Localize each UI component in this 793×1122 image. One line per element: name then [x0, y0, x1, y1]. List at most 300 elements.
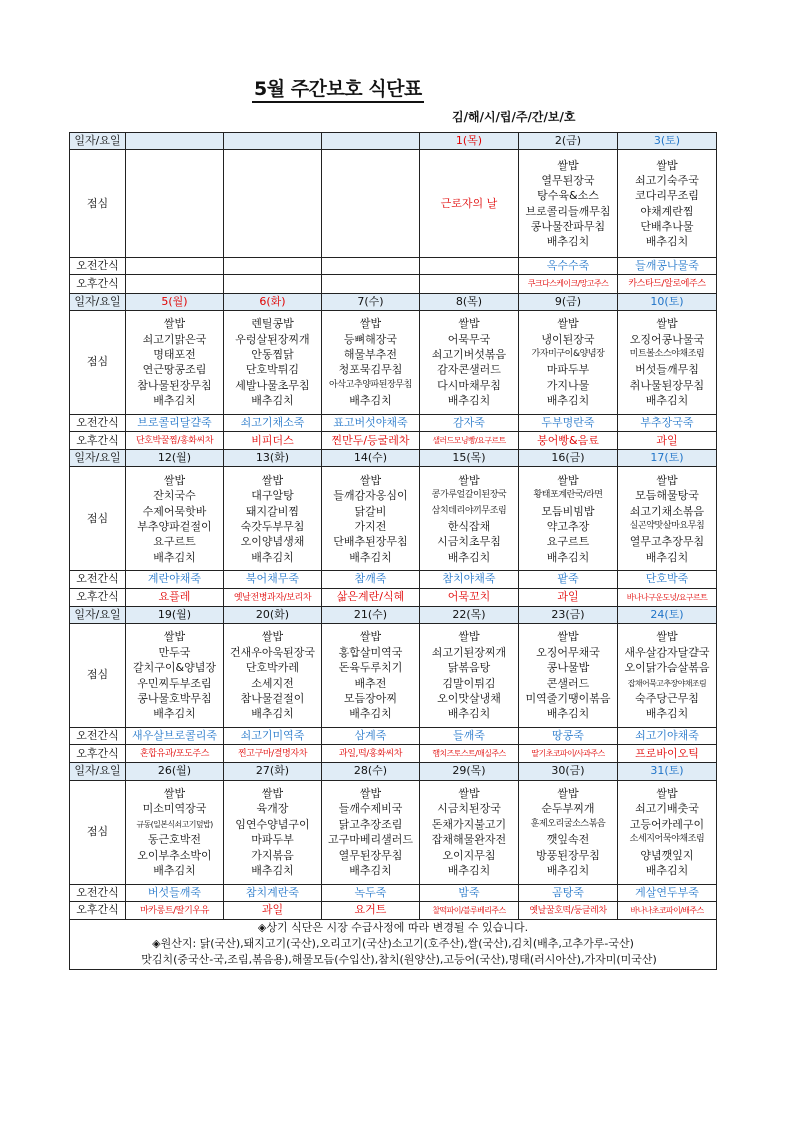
lunch-label: 점심: [86, 825, 109, 839]
menu-item: 세발나물초무침: [235, 378, 310, 392]
lunch-cell: [322, 150, 420, 258]
menu-item: 배추김치: [546, 235, 590, 249]
menu-item: 쇠고기채소볶음: [629, 504, 705, 518]
menu-item: 냉이된장국: [541, 332, 595, 346]
am-snack: 참깨죽: [354, 572, 387, 586]
menu-item: 쌀밥: [458, 317, 480, 331]
menu-item: 요구르트: [153, 535, 196, 549]
lunch-cell: [420, 467, 519, 571]
pm-snack-cell: [322, 432, 420, 450]
pm-snack-cell: [322, 901, 420, 919]
am-snack-cell: [519, 414, 618, 431]
menu-item: 배추김치: [349, 863, 392, 877]
day-cell: [618, 763, 717, 780]
day-label-cell: [70, 133, 126, 150]
menu-item: 배추김치: [645, 707, 689, 721]
menu-item: 오징어무채국: [536, 645, 600, 659]
pm-snack-label: 오후간식: [76, 590, 119, 604]
lunch-label-cell: [70, 467, 126, 571]
pm-snack-row: [70, 588, 717, 606]
pm-snack-cell: [519, 588, 618, 606]
lunch-cell: [420, 310, 519, 414]
menu-item: 모듬비빔밥: [541, 504, 595, 518]
day-header-row: [70, 763, 717, 780]
lunch-cell: [322, 624, 420, 728]
menu-item: 돈채가지불고기: [431, 817, 507, 831]
lunch-cell: [322, 310, 420, 414]
menu-item: 쌀밥: [359, 786, 382, 800]
day-date: 2(금): [554, 134, 582, 147]
menu-item: 렌틸콩밥: [251, 317, 294, 331]
pm-snack: 옛날전병과자/보리차: [233, 592, 312, 603]
day-cell: [519, 606, 618, 623]
pm-snack-cell: [420, 588, 519, 606]
menu-item: 홍합살미역국: [338, 645, 403, 659]
am-snack: 감자죽: [453, 415, 485, 429]
day-date: 23(금): [551, 607, 585, 621]
day-cell: [420, 763, 519, 780]
lunch-cell: [224, 780, 322, 884]
menu-item: 아삭고추양파된장무침: [329, 379, 412, 390]
lunch-label: 점심: [86, 668, 109, 682]
lunch-cell: [618, 310, 717, 414]
lunch-row: [70, 624, 717, 728]
pm-snack-cell: [224, 901, 322, 919]
pm-snack: 과일: [557, 590, 579, 604]
menu-item: 잡채해물완자전: [431, 833, 507, 847]
menu-item: 임연수양념구이: [235, 817, 310, 831]
menu-item: 쌀밥: [458, 786, 480, 800]
am-snack-cell: [322, 728, 420, 745]
day-date: 26(월): [157, 764, 192, 778]
menu-item: 훈제오리굴소스볶음: [530, 818, 606, 829]
am-snack: 들깨콩나물죽: [635, 259, 699, 273]
menu-item: 오이지무침: [442, 848, 496, 862]
pm-snack-label-cell: [70, 901, 126, 919]
menu-item: 가자미구이&양념장: [531, 348, 605, 359]
am-snack-cell: [618, 258, 717, 275]
menu-item: 배추김치: [645, 394, 689, 408]
menu-item: 쇠고기버섯볶음: [431, 347, 507, 361]
am-snack-cell: [224, 414, 322, 431]
menu-item: 쌀밥: [557, 473, 579, 487]
menu-item: 오징어콩나물국: [629, 332, 705, 346]
menu-item: 배추김치: [546, 394, 590, 408]
menu-item: 쌀밥: [458, 473, 480, 487]
day-date: 12(월): [157, 451, 192, 465]
lunch-cell: [126, 310, 224, 414]
day-date: 30(금): [551, 764, 585, 778]
day-cell: [322, 606, 420, 623]
day-date: 29(목): [452, 764, 486, 778]
pm-snack-cell: [618, 432, 717, 450]
menu-item: 새우살감자달걀국: [624, 645, 710, 659]
pm-snack-cell: [618, 588, 717, 606]
lunch-cell: [519, 624, 618, 728]
menu-item: 근로자의 날: [440, 197, 498, 210]
am-snack-cell: [519, 884, 618, 901]
menu-item: 배추김치: [251, 863, 294, 877]
am-snack-row: [70, 884, 717, 901]
menu-item: 쌀밥: [359, 317, 382, 331]
am-snack-cell: [519, 258, 618, 275]
am-snack-cell: [618, 884, 717, 901]
menu-item: 고구마베리샐러드: [327, 833, 413, 847]
menu-item: 배추김치: [546, 863, 590, 877]
menu-item: 부추양파겉절이: [137, 519, 212, 533]
menu-table: [69, 132, 717, 970]
menu-item: 단배추나물: [640, 220, 694, 234]
menu-item: 열무된장국: [541, 173, 595, 187]
menu-item: 미역줄기땡이볶음: [525, 691, 611, 705]
menu-item: 콘샐러드: [546, 676, 590, 690]
lunch-cell: [126, 624, 224, 728]
pm-snack: 비피더스: [251, 433, 294, 447]
am-snack-cell: [618, 728, 717, 745]
menu-item: 단호박카레: [245, 661, 300, 675]
day-cell: [420, 606, 519, 623]
lunch-row: [70, 780, 717, 884]
menu-item: 배추김치: [251, 707, 294, 721]
menu-item: 쌀밥: [557, 630, 579, 644]
day-date: 16(금): [551, 451, 585, 465]
pm-snack-cell: [224, 745, 322, 763]
pm-snack: 바나나초코파이/배주스: [630, 905, 704, 915]
note-line: ◈상기 식단은 시장 수급사정에 따라 변경될 수 있습니다.: [257, 921, 529, 935]
menu-item: 소세지어묵야채조림: [629, 834, 705, 845]
am-snack-cell: [224, 728, 322, 745]
pm-snack: 찐고구마/결명자차: [238, 749, 307, 760]
am-snack-cell: [420, 571, 519, 588]
am-snack: 참치야채죽: [442, 572, 496, 586]
day-label: 일자/요일: [74, 451, 121, 465]
pm-snack: 찰떡파이/블루베리주스: [432, 905, 506, 915]
pm-snack: 과일,떡/홍화씨차: [338, 749, 403, 760]
menu-item: 쇠고기숙주국: [635, 173, 699, 187]
am-snack-cell: [618, 571, 717, 588]
pm-snack: 삶은계란/식혜: [336, 590, 405, 604]
am-snack-cell: [126, 728, 224, 745]
pm-snack: 딸기초코파이/사과주스: [531, 749, 605, 759]
am-snack-cell: [126, 414, 224, 431]
am-snack-label-cell: [70, 571, 126, 588]
am-snack: 녹두죽: [354, 885, 387, 899]
am-snack-cell: [224, 884, 322, 901]
organization-name: 김/해/시/립/주/간/보/호: [452, 110, 576, 124]
menu-item: 어묵무국: [447, 332, 491, 346]
lunch-cell: [618, 150, 717, 258]
menu-item: 잡채어묵고추장야채조림: [627, 678, 707, 688]
pm-snack: 찐만두/등굴레차: [331, 433, 410, 447]
menu-item: 코다리무조림: [635, 189, 699, 203]
pm-snack-cell: [420, 275, 519, 293]
am-snack-label-cell: [70, 414, 126, 431]
menu-item: 안동찜닭: [251, 347, 294, 361]
menu-item: 취나물된장무침: [629, 378, 705, 392]
menu-item: 고등어카레구이: [629, 817, 705, 831]
day-date: 15(목): [452, 451, 486, 465]
lunch-cell: [618, 467, 717, 571]
menu-item: 콩나물잔파무침: [530, 220, 606, 234]
am-snack: 북어채무죽: [245, 572, 300, 586]
am-snack: 참치계란죽: [245, 885, 300, 899]
day-date: 20(화): [255, 607, 290, 621]
menu-item: 야채계란찜: [640, 204, 694, 218]
menu-item: 모듬장아찌: [343, 691, 398, 705]
pm-snack-cell: [126, 901, 224, 919]
day-cell: [322, 133, 420, 150]
menu-item: 쌀밥: [359, 630, 382, 644]
menu-item: 우렁살된장찌개: [235, 332, 310, 346]
menu-item: 배추김치: [447, 863, 491, 877]
lunch-cell: [224, 467, 322, 571]
day-label-cell: [70, 606, 126, 623]
lunch-cell: [519, 150, 618, 258]
pm-snack-row: [70, 745, 717, 763]
menu-item: 깻잎속전: [546, 833, 590, 847]
am-snack: 부추장국죽: [640, 415, 694, 429]
pm-snack-cell: [126, 432, 224, 450]
menu-item: 단배추된장무침: [333, 535, 408, 549]
am-snack: 게살연두부죽: [635, 885, 699, 899]
menu-item: 요구르트: [546, 535, 590, 549]
lunch-cell: [519, 467, 618, 571]
am-snack-cell: [224, 571, 322, 588]
pm-snack: 과일: [656, 433, 678, 447]
pm-snack: 단호박꿀찜/홍화씨차: [135, 436, 214, 447]
lunch-cell: [420, 150, 519, 258]
pm-snack-cell: [618, 901, 717, 919]
am-snack-label-cell: [70, 258, 126, 275]
lunch-label-cell: [70, 780, 126, 884]
day-cell: [618, 293, 717, 310]
menu-item: 양념깻잎지: [640, 848, 694, 862]
day-date: 24(토): [650, 607, 684, 621]
lunch-cell: [126, 150, 224, 258]
pm-snack: 마카롱트/딸기우유: [140, 905, 209, 916]
am-snack-row: [70, 571, 717, 588]
menu-item: 닭고추장조림: [338, 817, 403, 831]
menu-item: 연근땅콩조림: [142, 363, 207, 377]
menu-item: 열무된장무침: [338, 848, 403, 862]
menu-item: 오이닭가슴살볶음: [624, 661, 710, 675]
am-snack-cell: [322, 884, 420, 901]
am-snack: 브로콜리달걀죽: [137, 415, 212, 429]
am-snack-cell: [519, 728, 618, 745]
day-cell: [322, 293, 420, 310]
day-label-cell: [70, 763, 126, 780]
pm-snack-cell: [224, 432, 322, 450]
menu-item: 콩나물호박무침: [137, 691, 212, 705]
day-cell: [322, 763, 420, 780]
pm-snack-cell: [126, 588, 224, 606]
day-cell: [224, 133, 322, 150]
menu-item: 쌀밥: [163, 473, 186, 487]
pm-snack-cell: [224, 588, 322, 606]
menu-item: 콩나물밥: [546, 661, 590, 675]
lunch-cell: [224, 624, 322, 728]
am-snack-cell: [420, 728, 519, 745]
menu-item: 쇠고기된장찌개: [431, 645, 507, 659]
day-date: 28(수): [353, 764, 388, 778]
day-date: 21(수): [353, 607, 388, 621]
day-label-cell: [70, 293, 126, 310]
menu-item: 순두부찌개: [541, 802, 595, 816]
day-date: 6(화): [259, 294, 286, 308]
menu-item: 단호박튀김: [245, 363, 300, 377]
am-snack: 표고버섯야채죽: [333, 415, 408, 429]
menu-item: 배추김치: [645, 550, 689, 564]
pm-snack: 프로바이오틱: [635, 746, 699, 760]
menu-item: 버섯들깨무침: [635, 363, 699, 377]
day-date: 3(토): [653, 134, 681, 147]
menu-item: 쌀밥: [261, 473, 284, 487]
lunch-cell: [618, 624, 717, 728]
am-snack: 쇠고기야채죽: [635, 729, 699, 743]
am-snack: 땅콩죽: [552, 729, 584, 743]
day-header-row: [70, 293, 717, 310]
am-snack-cell: [126, 571, 224, 588]
day-label: 일자/요일: [74, 134, 121, 147]
pm-snack-label: 오후간식: [76, 276, 119, 290]
menu-item: 마파두부: [251, 833, 294, 847]
menu-item: 미트볼소스야채조림: [629, 348, 705, 359]
day-cell: [420, 133, 519, 150]
menu-item: 가지볶음: [251, 848, 294, 862]
menu-item: 김말이튀김: [442, 676, 496, 690]
menu-item: 시금치초무침: [437, 535, 501, 549]
menu-item: 배추전: [354, 676, 387, 690]
lunch-cell: [420, 780, 519, 884]
menu-item: 닭볶음탕: [447, 661, 491, 675]
menu-item: 건새우아욱된장국: [229, 645, 315, 659]
menu-item: 방풍된장무침: [536, 848, 600, 862]
menu-item: 참나물겉절이: [240, 691, 305, 705]
pm-snack-label-cell: [70, 432, 126, 450]
pm-snack-label: 오후간식: [76, 746, 119, 760]
pm-snack: 바나나구운도넛/요구르트: [626, 592, 708, 602]
menu-item: 소세지전: [251, 676, 294, 690]
menu-item: 감자콘샐러드: [437, 363, 501, 377]
day-cell: [519, 763, 618, 780]
pm-snack-cell: [126, 745, 224, 763]
am-snack-label-cell: [70, 728, 126, 745]
lunch-cell: [519, 780, 618, 884]
menu-item: 쇠고기맑은국: [142, 332, 207, 346]
pm-snack: 햄치즈토스트/매실주스: [432, 749, 506, 759]
lunch-cell: [322, 467, 420, 571]
am-snack-cell: [322, 258, 420, 275]
am-snack: 삼계죽: [354, 729, 387, 743]
day-date: 7(수): [357, 294, 384, 308]
am-snack-label: 오전간식: [76, 729, 119, 743]
am-snack-row: [70, 414, 717, 431]
pm-snack: 샐러드모닝빵/요구르트: [432, 436, 506, 446]
menu-item: 참나물된장무침: [137, 378, 212, 392]
pm-snack-label: 오후간식: [76, 903, 119, 917]
pm-snack-cell: [519, 745, 618, 763]
day-cell: [224, 293, 322, 310]
am-snack-cell: [519, 571, 618, 588]
pm-snack-cell: [224, 275, 322, 293]
lunch-label-cell: [70, 624, 126, 728]
menu-item: 대구알탕: [251, 489, 294, 503]
menu-item: 쌀밥: [458, 630, 480, 644]
menu-item: 마파두부: [546, 363, 590, 377]
am-snack: 새우살브로콜리죽: [131, 729, 217, 743]
pm-snack-row: [70, 432, 717, 450]
menu-item: 약고추장: [546, 519, 590, 533]
pm-snack-cell: [322, 588, 420, 606]
lunch-cell: [519, 310, 618, 414]
day-date: 13(화): [255, 451, 290, 465]
day-cell: [126, 763, 224, 780]
day-cell: [126, 133, 224, 150]
menu-item: 황태포계란국/라면: [533, 490, 603, 501]
pm-snack-cell: [322, 745, 420, 763]
menu-item: 쌀밥: [359, 473, 382, 487]
am-snack: 단호박죽: [645, 572, 689, 586]
menu-item: 숙주당근무침: [635, 691, 699, 705]
menu-item: 배추김치: [447, 550, 491, 564]
menu-item: 배추김치: [546, 550, 590, 564]
am-snack: 계란야채죽: [147, 572, 202, 586]
day-date: 5(월): [161, 294, 188, 308]
day-cell: [420, 450, 519, 467]
day-date: 19(월): [157, 607, 192, 621]
menu-item: 오이양념생채: [240, 535, 305, 549]
day-label-cell: [70, 450, 126, 467]
menu-item: 잔치국수: [153, 489, 196, 503]
menu-item: 배추김치: [349, 707, 392, 721]
day-cell: [519, 133, 618, 150]
lunch-label-cell: [70, 310, 126, 414]
menu-item: 들깨수제비국: [338, 802, 403, 816]
menu-item: 쌀밥: [656, 317, 678, 331]
day-label: 일자/요일: [74, 764, 121, 778]
am-snack-cell: [126, 258, 224, 275]
menu-item: 닭갈비: [354, 504, 387, 518]
day-cell: [618, 450, 717, 467]
day-cell: [126, 450, 224, 467]
pm-snack-cell: [420, 432, 519, 450]
pm-snack: 옛날꿀호떡/둥글레차: [529, 905, 607, 916]
menu-item: 시금치된장국: [437, 802, 501, 816]
menu-item: 갈치구이&양념장: [133, 661, 216, 675]
menu-item: 배추김치: [645, 235, 689, 249]
day-header-row: [70, 133, 717, 150]
am-snack-cell: [224, 258, 322, 275]
menu-item: 쌀밥: [656, 786, 678, 800]
menu-item: 수제어묵핫바: [142, 504, 207, 518]
menu-item: 쌀밥: [656, 158, 678, 172]
menu-item: 가지전: [354, 519, 387, 533]
menu-item: 브로콜리들깨무침: [525, 204, 611, 218]
am-snack-cell: [420, 884, 519, 901]
day-cell: [519, 450, 618, 467]
day-header-row: [70, 450, 717, 467]
menu-item: 배추김치: [447, 707, 491, 721]
day-date: 17(토): [650, 451, 684, 465]
lunch-row: [70, 150, 717, 258]
menu-table-body: [70, 133, 717, 970]
day-date: 10(토): [650, 294, 684, 308]
pm-snack-cell: [126, 275, 224, 293]
menu-item: 해물부추전: [343, 347, 398, 361]
day-label: 일자/요일: [74, 607, 121, 621]
menu-item: 쌀밥: [656, 630, 678, 644]
lunch-cell: [618, 780, 717, 884]
